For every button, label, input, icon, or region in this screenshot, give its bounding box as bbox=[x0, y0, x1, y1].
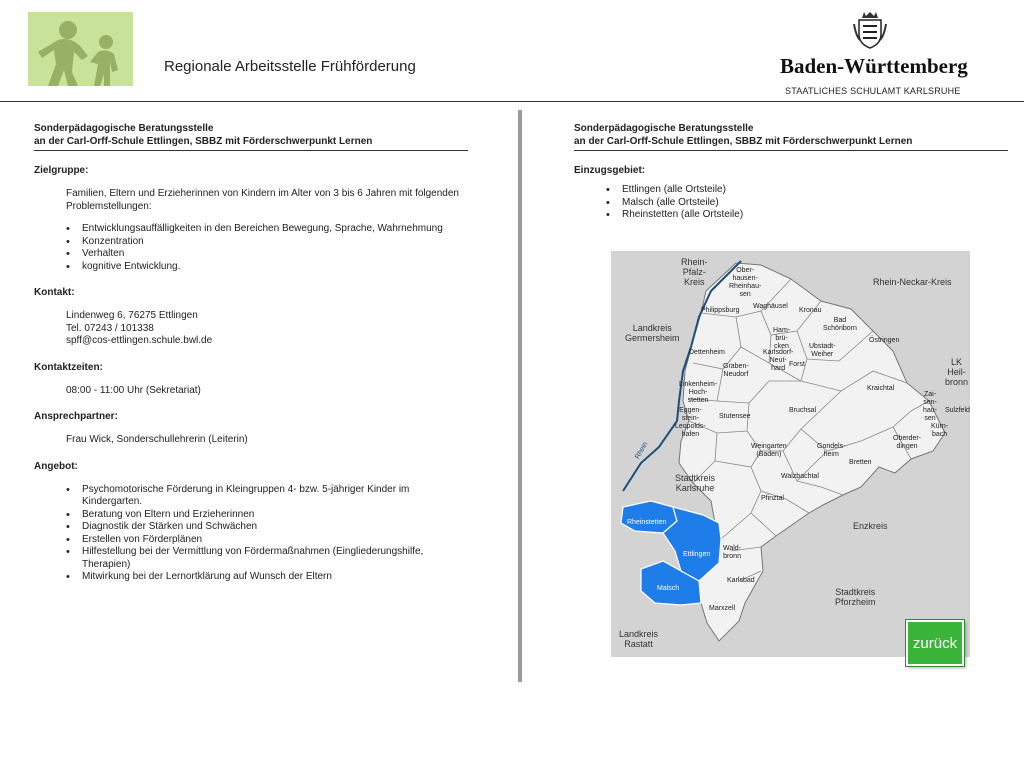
section-title-ansprechpartner: Ansprechpartner: bbox=[34, 411, 118, 422]
list-item: • Rheinstetten (alle Ortsteile) bbox=[606, 209, 1008, 222]
coat-of-arms-icon bbox=[852, 10, 888, 50]
back-button[interactable]: zurück bbox=[906, 620, 964, 666]
town-label: Sulzfeld bbox=[945, 407, 970, 414]
ansprechpartner-text: Frau Wick, Sonderschullehrerin (Leiterin) bbox=[66, 434, 248, 445]
region-label-enzkreis: Enzkreis bbox=[853, 521, 888, 531]
town-label: Karlsbad bbox=[727, 577, 755, 584]
district-map-shapes bbox=[611, 251, 970, 657]
list-item: • Entwicklungsauffälligkeiten in den Bereichen Bewegung, Sprache, Wahrnehmung bbox=[66, 223, 468, 236]
town-label: Wald- bronn bbox=[723, 545, 742, 560]
town-label: Kraichtal bbox=[867, 385, 895, 392]
region-label-rhein-neckar: Rhein-Neckar-Kreis bbox=[873, 277, 952, 287]
town-label: Ettlingen bbox=[683, 551, 711, 558]
document-heading: Sonderpädagogische Beratungsstelle an der Carl-Orff-Schule Ettlingen, SBBZ mit Förderschwerpunkt Lernen bbox=[574, 122, 1008, 151]
district-area-landkreis-karlsruhe bbox=[679, 263, 945, 641]
section-title-kontaktzeiten: Kontaktzeiten: bbox=[34, 361, 103, 373]
town-label: Karlsdorf- Neut- hard bbox=[763, 349, 794, 372]
left-document bbox=[34, 122, 468, 584]
zielgruppe-text: Familien, Eltern und Erzieherinnen von Kindern im Alter von 3 bis 6 Jahren mit folgenden Problemstellungen: bbox=[66, 188, 459, 212]
region-label-karlsruhe-stadt: Stadtkreis Karlsruhe bbox=[675, 473, 716, 493]
region-label-rastatt: Landkreis Rastatt bbox=[619, 629, 659, 649]
list-item: • Verhalten bbox=[66, 248, 468, 261]
region-label-heilbronn: LK Heil- bronn bbox=[945, 357, 969, 387]
list-item: • Malsch (alle Ortsteile) bbox=[606, 197, 1008, 210]
header-divider bbox=[0, 101, 1024, 102]
list-item: • Mitwirkung bei der Lernortklärung auf Wunsch der Eltern bbox=[66, 571, 468, 584]
town-label: Walzbachtal bbox=[781, 473, 819, 480]
district-map bbox=[611, 251, 970, 657]
town-label: Malsch bbox=[657, 585, 680, 592]
town-label: Bad Schönborn bbox=[823, 317, 857, 332]
list-item: • Konzentration bbox=[66, 236, 468, 249]
authority-name: STAATLICHES SCHULAMT KARLSRUHE bbox=[785, 86, 961, 96]
town-label: Eggen- stein- Leopolds- hafen bbox=[675, 407, 706, 438]
town-label: Marxzell bbox=[709, 605, 736, 612]
town-label: Rheinstetten bbox=[627, 519, 667, 526]
town-label: Gondels- heim bbox=[817, 443, 846, 458]
kontakt-email[interactable]: spff@cos-ettlingen.schule.bwl.de bbox=[66, 335, 213, 346]
logo-children-silhouette bbox=[28, 12, 133, 86]
kontakt-block bbox=[66, 310, 468, 348]
einzugsgebiet-list bbox=[606, 184, 1008, 222]
town-label: Linkenheim- Hoch- stetten bbox=[679, 381, 718, 404]
river-label: Rhein bbox=[634, 441, 650, 461]
list-item: • Diagnostik der Stärken und Schwächen bbox=[66, 521, 468, 534]
town-label: Kronau bbox=[799, 307, 822, 314]
angebot-list bbox=[66, 484, 468, 584]
state-name: Baden-Württemberg bbox=[780, 54, 968, 78]
town-label: Forst bbox=[789, 361, 805, 368]
section-title-angebot: Angebot: bbox=[34, 460, 78, 472]
town-label: Pfinztal bbox=[761, 495, 784, 502]
town-label: Philippsburg bbox=[701, 307, 740, 314]
town-label: Oberder- dingen bbox=[893, 435, 922, 450]
list-item: • Ettlingen (alle Ortsteile) bbox=[606, 184, 1008, 197]
header-title: Regionale Arbeitsstelle Frühförderung bbox=[164, 58, 416, 75]
region-label-germersheim: Landkreis Germersheim bbox=[625, 323, 680, 343]
region-label-pforzheim: Stadtkreis Pforzheim bbox=[835, 587, 876, 607]
section-title-kontakt: Kontakt: bbox=[34, 287, 75, 298]
region-label-rhein-pfalz: Rhein- Pfalz- Kreis bbox=[681, 257, 708, 287]
list-item: • Psychomotorische Förderung in Kleingruppen 4- bzw. 5-jähriger Kinder im Kindergarten. bbox=[66, 484, 468, 509]
town-label: Graben- Neudorf bbox=[723, 363, 749, 378]
zielgruppe-list bbox=[66, 223, 468, 273]
town-label: Waghäusel bbox=[753, 303, 788, 310]
section-title-einzugsgebiet: Einzugsgebiet: bbox=[574, 165, 646, 176]
list-item: • Beratung von Eltern und Erzieherinnen bbox=[66, 509, 468, 522]
list-item: • Erstellen von Förderplänen bbox=[66, 534, 468, 547]
town-label: Zai- sen- hau- sen bbox=[923, 391, 938, 422]
kontaktzeiten-text: 08:00 - 11:00 Uhr (Sekretariat) bbox=[66, 384, 201, 396]
kontakt-phone: Tel. 07243 / 101338 bbox=[66, 322, 154, 334]
town-label: Östringen bbox=[869, 337, 900, 344]
town-label: Ham- brü- cken bbox=[773, 327, 791, 350]
section-title-zielgruppe: Zielgruppe: bbox=[34, 165, 89, 176]
list-item: • kognitive Entwicklung. bbox=[66, 261, 468, 274]
page-divider bbox=[518, 110, 522, 682]
town-label: Weingarten (Baden) bbox=[751, 443, 787, 458]
town-label: Bruchsal bbox=[789, 407, 817, 414]
kontakt-address: Lindenweg 6, 76275 Ettlingen bbox=[66, 310, 198, 321]
list-item: • Hilfestellung bei der Vermittlung von Fördermaßnahmen (Eingliederungshilfe, Therapien) bbox=[66, 546, 468, 571]
right-document bbox=[574, 122, 1008, 222]
town-label: Bretten bbox=[849, 459, 872, 466]
town-label: Kürn- bach bbox=[931, 423, 949, 438]
town-label: Ober- hausen- Rheinhau- sen bbox=[729, 267, 762, 298]
town-label: Stutensee bbox=[719, 413, 751, 420]
document-heading: Sonderpädagogische Beratungsstelle an der Carl-Orff-Schule Ettlingen, SBBZ mit Förderschwerpunkt Lernen bbox=[34, 122, 468, 151]
town-label: Dettenheim bbox=[689, 349, 725, 356]
town-label: Ubstadt- Weiher bbox=[809, 343, 836, 358]
